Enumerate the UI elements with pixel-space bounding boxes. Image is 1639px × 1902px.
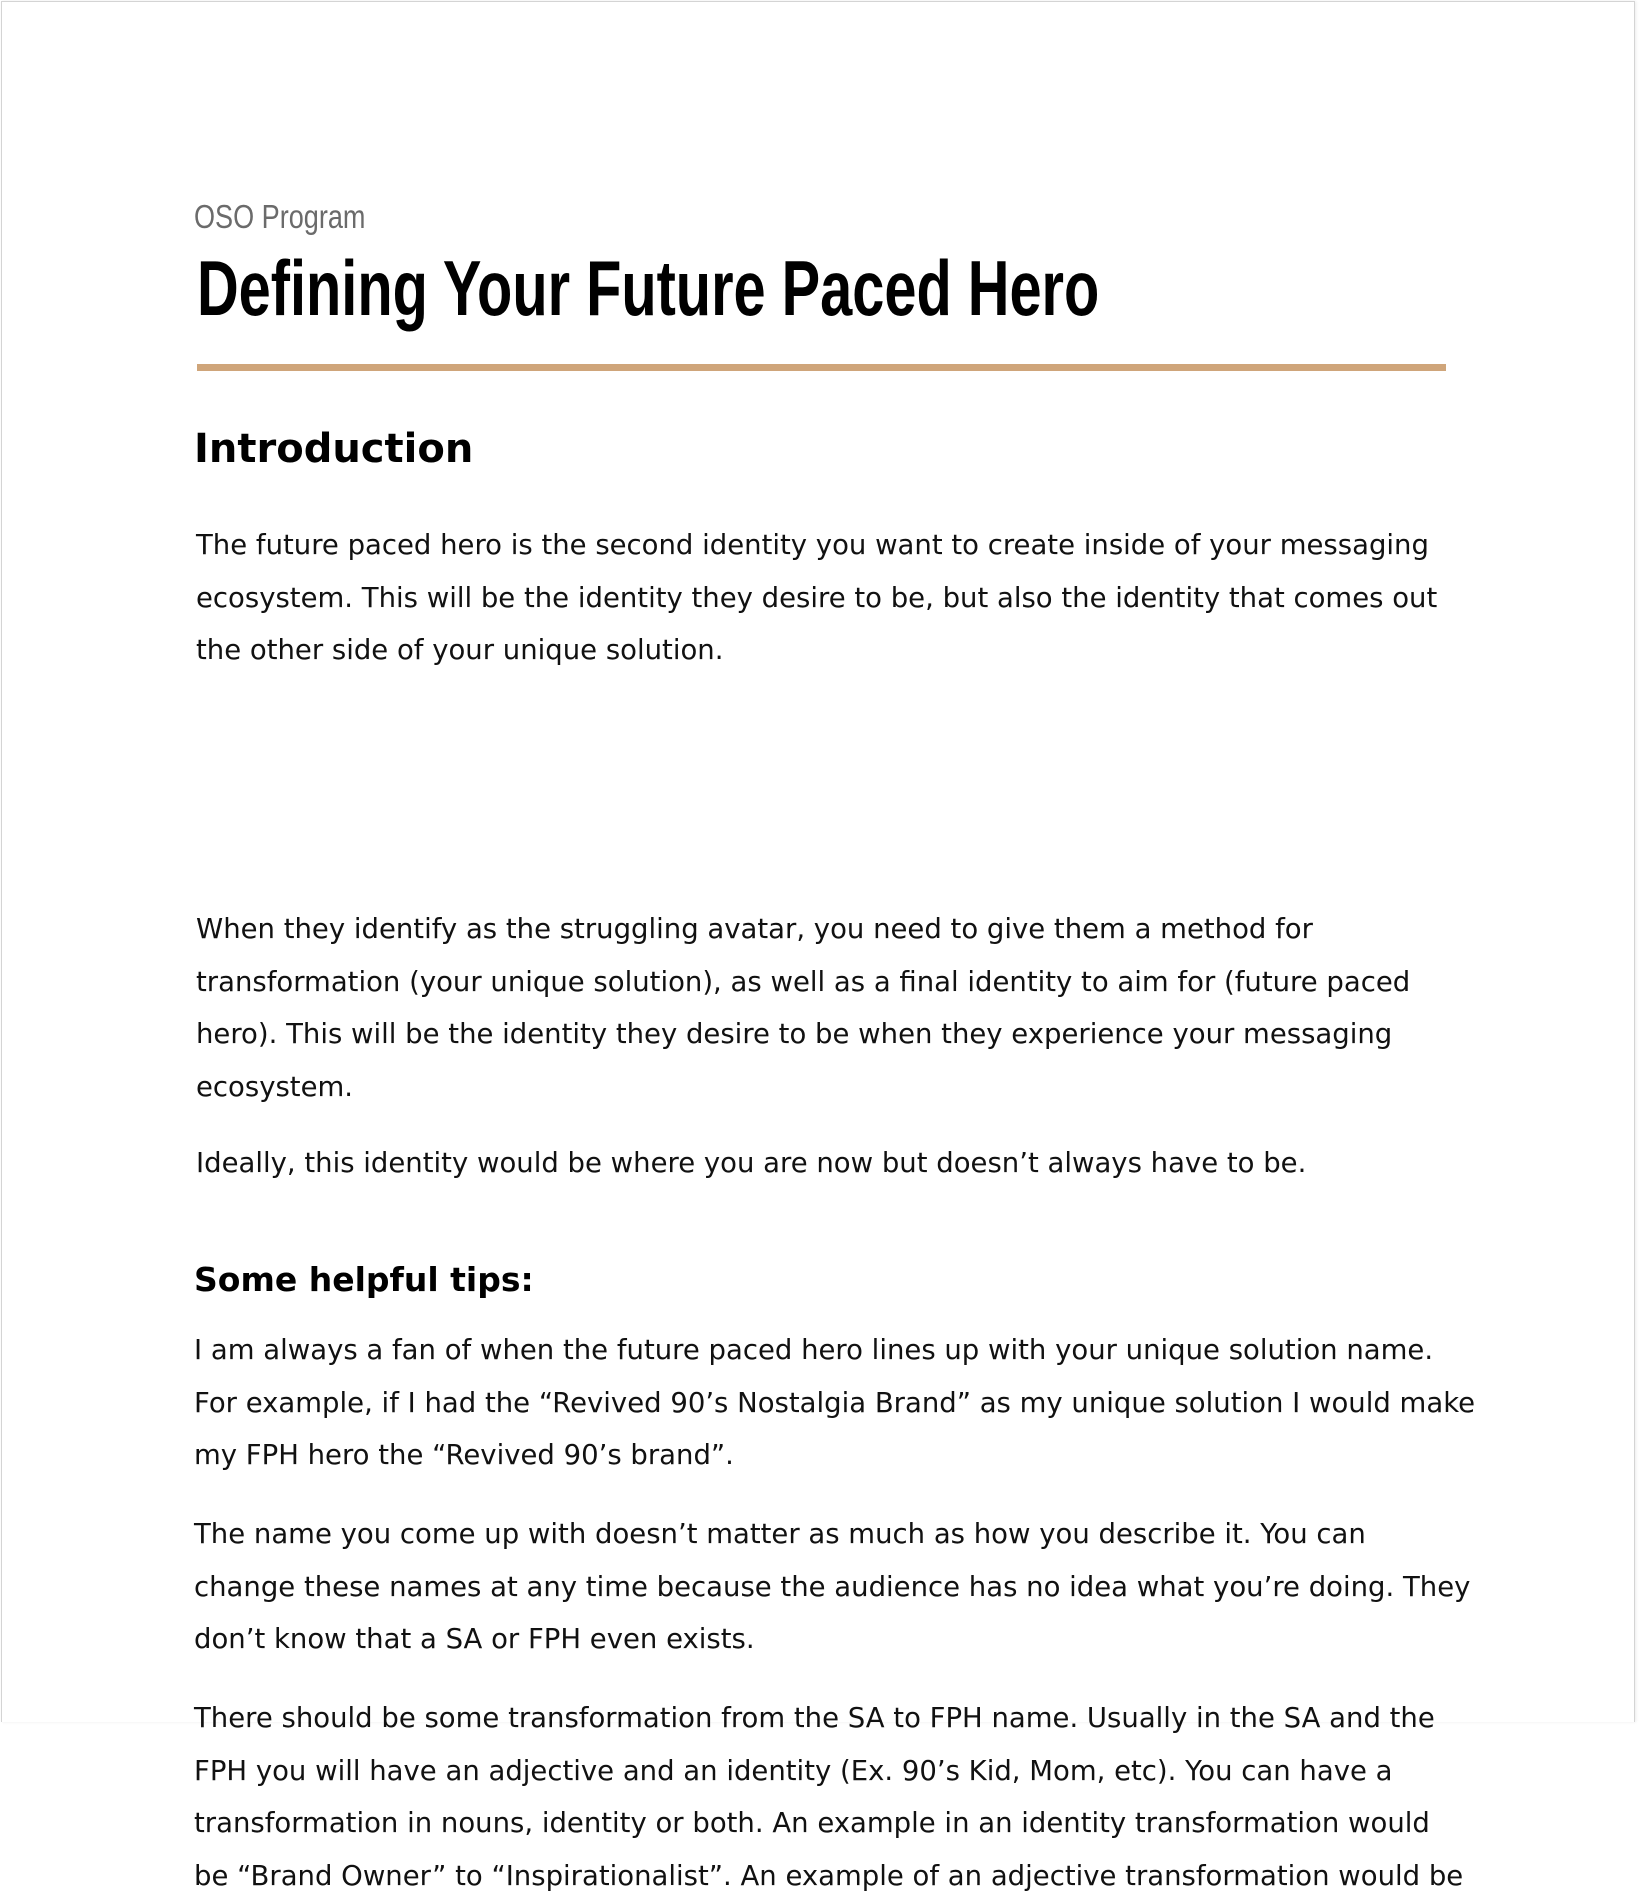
introduction-heading: Introduction: [194, 425, 473, 473]
tips-paragraph-1: [194, 1324, 1454, 1482]
title-divider: [197, 364, 1446, 371]
program-label: OSO Program: [194, 197, 1222, 237]
text-line: For example, if I had the “Revived 90’s Nostalgia Brand” as my unique solution I would make: [194, 1377, 1454, 1430]
tips-heading: Some helpful tips:: [194, 1260, 534, 1300]
text-line: ecosystem. This will be the identity they desire to be, but also the identity that comes out: [194, 572, 1454, 625]
text-line: the other side of your unique solution.: [194, 624, 1454, 677]
text-line: The future paced hero is the second identity you want to create inside of your messaging: [194, 519, 1454, 572]
text-line: There should be some transformation from the SA to FPH name. Usually in the SA and the: [194, 1692, 1454, 1745]
text-line: transformation (your unique solution), as well as a final identity to aim for (future paced: [194, 956, 1454, 1009]
tips-paragraph-2: [194, 1508, 1454, 1666]
text-line: be “Brand Owner” to “Inspirationalist”. An example of an adjective transformation would be: [194, 1850, 1454, 1902]
page-title: Defining Your Future Paced Hero: [197, 245, 1123, 331]
text-line: Ideally, this identity would be where you are now but doesn’t always have to be.: [194, 1137, 1454, 1190]
intro-paragraph-2: [194, 903, 1454, 1113]
page-content: [194, 197, 1448, 331]
text-line: I am always a fan of when the future paced hero lines up with your unique solution name.: [194, 1324, 1454, 1377]
text-line: change these names at any time because the audience has no idea what you’re doing. They: [194, 1561, 1454, 1614]
document-page: [1, 1, 1635, 1722]
text-line: The name you come up with doesn’t matter as much as how you describe it. You can: [194, 1508, 1454, 1561]
tips-paragraph-3: [194, 1692, 1454, 1902]
text-line: FPH you will have an adjective and an identity (Ex. 90’s Kid, Mom, etc). You can have a: [194, 1745, 1454, 1798]
intro-paragraph-1: [194, 519, 1454, 677]
text-line: hero). This will be the identity they desire to be when they experience your messaging: [194, 1008, 1454, 1061]
text-line: When they identify as the struggling avatar, you need to give them a method for: [194, 903, 1454, 956]
text-line: my FPH hero the “Revived 90’s brand”.: [194, 1429, 1454, 1482]
text-line: transformation in nouns, identity or both. An example in an identity transformation would: [194, 1797, 1454, 1850]
intro-paragraph-3: [194, 1137, 1454, 1190]
text-line: ecosystem.: [194, 1061, 1454, 1114]
text-line: don’t know that a SA or FPH even exists.: [194, 1613, 1454, 1666]
